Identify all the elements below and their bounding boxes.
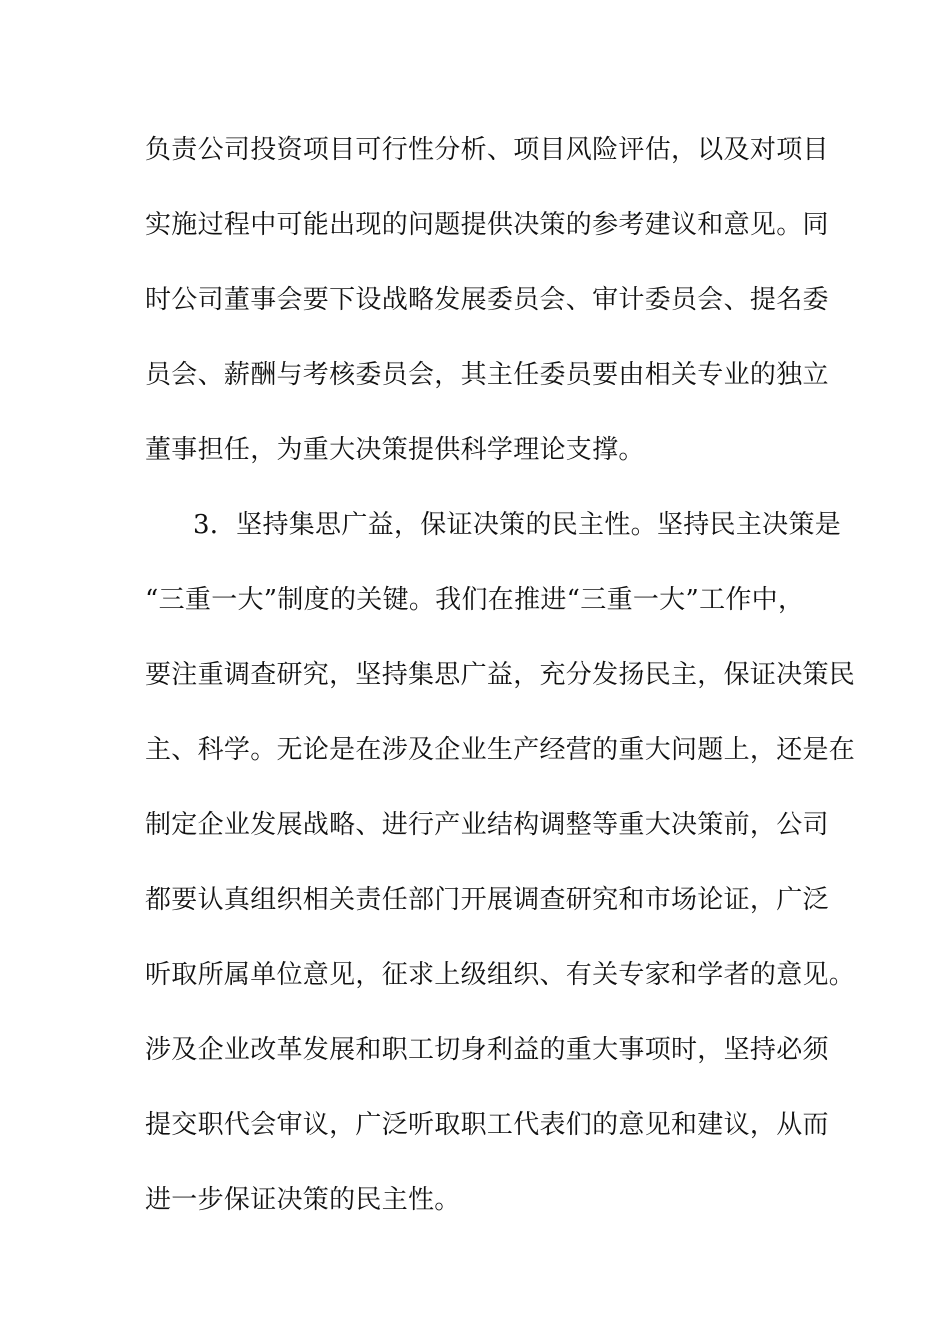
text-line: 员会、薪酬与考核委员会，其主任委员要由相关专业的独立 bbox=[145, 360, 829, 390]
text-line: 涉及企业改革发展和职工切身利益的重大事项时，坚持必须 bbox=[145, 1035, 829, 1065]
text-line: 要注重调查研究，坚持集思广益，充分发扬民主，保证决策民 bbox=[145, 660, 856, 690]
text-line: 听取所属单位意见，征求上级组织、有关专家和学者的意见。 bbox=[145, 960, 856, 990]
text-line: 制定企业发展战略、进行产业结构调整等重大决策前，公司 bbox=[145, 810, 829, 840]
document-body bbox=[145, 128, 856, 1253]
text-line: 时公司董事会要下设战略发展委员会、审计委员会、提名委 bbox=[145, 285, 829, 315]
text-line: 主、科学。无论是在涉及企业生产经营的重大问题上，还是在 bbox=[145, 735, 856, 765]
paragraph-start-line: 3．坚持集思广益，保证决策的民主性。坚持民主决策是 bbox=[193, 510, 842, 540]
text-line: 负责公司投资项目可行性分析、项目风险评估，以及对项目 bbox=[145, 135, 829, 165]
text-line: “三重一大”制度的关键。我们在推进“三重一大”工作中， bbox=[145, 585, 805, 615]
text-line: 董事担任，为重大决策提供科学理论支撑。 bbox=[145, 435, 645, 465]
text-line: 都要认真组织相关责任部门开展调查研究和市场论证，广泛 bbox=[145, 885, 829, 915]
text-line: 进一步保证决策的民主性。 bbox=[145, 1185, 461, 1215]
text-line: 提交职代会审议，广泛听取职工代表们的意见和建议，从而 bbox=[145, 1110, 829, 1140]
text-line: 实施过程中可能出现的问题提供决策的参考建议和意见。同 bbox=[145, 210, 829, 240]
